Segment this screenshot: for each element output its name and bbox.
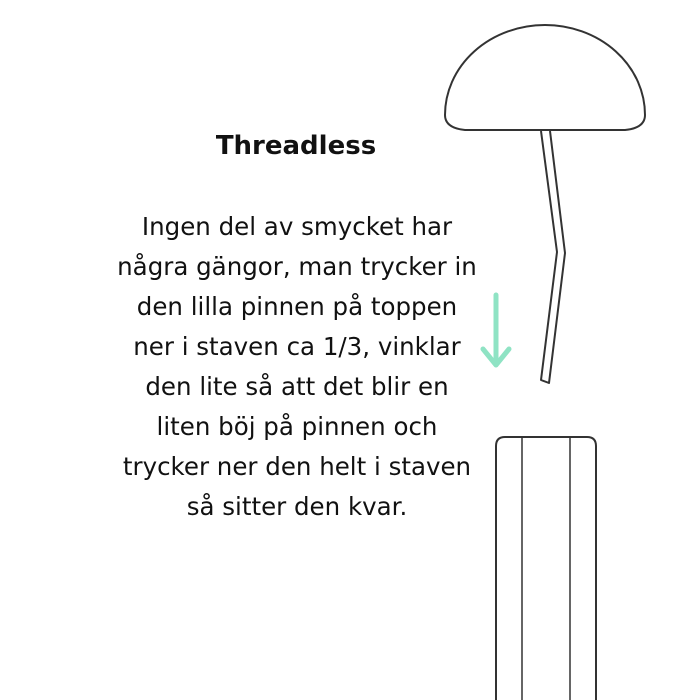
instruction-line: den lite så att det blir en [145,372,449,401]
instruction-line: Ingen del av smycket har [141,212,453,241]
instruction-line: ner i staven ca 1/3, vinklar [133,332,461,361]
dome-top [445,25,645,130]
instruction-line: några gängor, man trycker in [117,252,477,281]
instruction-line: så sitter den kvar. [186,492,408,521]
instruction-line: liten böj på pinnen och [156,412,438,441]
post-shaft [496,437,596,700]
instruction-line: den lilla pinnen på toppen [136,292,458,321]
bent-pin [541,131,565,383]
instruction-line: trycker ner den helt i staven [122,452,472,481]
title: Threadless [215,131,377,161]
instruction-text [92,207,502,527]
